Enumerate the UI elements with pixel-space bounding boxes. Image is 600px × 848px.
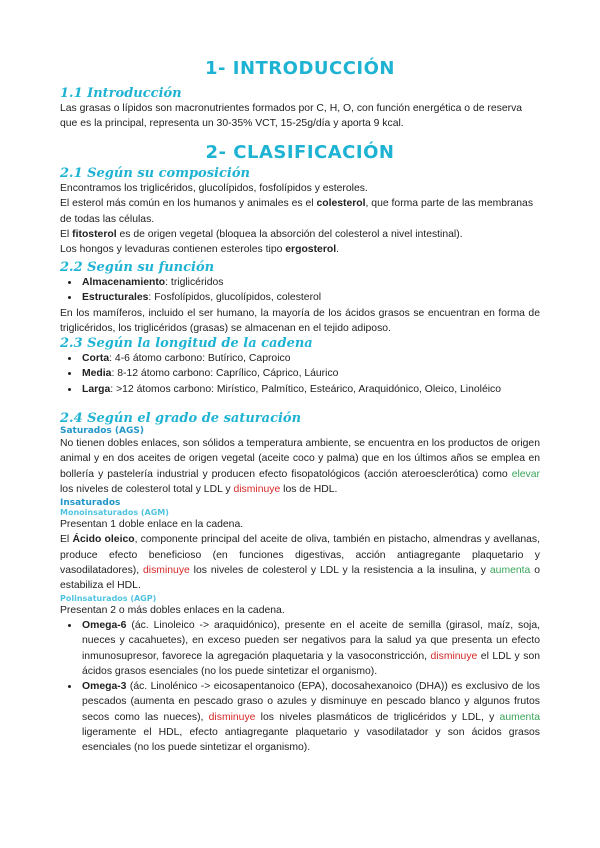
- function-list: [60, 275, 540, 306]
- subheading-2-3: 2.3 Según la longitud de la cadena: [60, 336, 313, 351]
- saturated-heading: Saturados (AGS): [60, 426, 144, 436]
- section-2-4: [60, 411, 540, 756]
- saturated-paragraph: No tienen dobles enlaces, son sólidos a temperatura ambiente, se encuentra en los productos de origen animal y en dos aceites de origen vegetal (aceite coco y palma) que en los últimos años se emplea en bollería y pastelería industrial y producen efecto fisopatológicos (acción ateroesclerótica) como elevar los niveles de colesterol total y LDL y disminuye los de HDL.: [60, 438, 540, 495]
- mono-line-1: Presentan 1 doble enlace en la cadena.: [60, 519, 244, 531]
- list-item: • Omega-6 (ác. Linoleico -> araquidónico), presente en el aceite de semilla (girasol, maíz, soja, nueces y cacahuetes), en exceso pueden ser negativos para la salud ya que presenta un efecto inmunosupresor, favorece la agregación plaquetaria y la vasoconstricción, disminuye el LDL y son ácidos grasos esenciales (no los puede sintetizar el organismo).: [80, 618, 540, 679]
- section-1: [60, 58, 540, 79]
- composition-line-1: Encontramos los triglicéridos, glucolípidos, fosfolípidos y esteroles.: [60, 183, 368, 194]
- list-item: • Media: 8-12 átomo carbono: Caprílico, Cáprico, Láurico: [80, 366, 540, 381]
- monounsaturated-heading: Monoinsaturados (AGM): [60, 508, 169, 518]
- composition-line-2: El esterol más común en los humanos y animales es el colesterol, que forma parte de las membranas de todas las células.: [60, 198, 534, 225]
- composition-line-4: Los hongos y levaduras contienen esteroles tipo ergosterol.: [60, 244, 339, 256]
- section-2-1: [60, 166, 540, 257]
- section-1-1: [60, 86, 540, 132]
- section-2-2: [60, 260, 540, 336]
- unsaturated-heading: Insaturados: [60, 498, 121, 509]
- list-item: • Almacenamiento: triglicéridos: [80, 275, 540, 290]
- subheading-2-1: 2.1 Según su composición: [60, 166, 250, 181]
- function-paragraph: En los mamíferos, incluido el ser humano, la mayoría de los ácidos grasos se encuentran en forma de triglicéridos, los triglicéridos (grasas) se almacenan en el tejido adiposo.: [60, 307, 540, 334]
- poly-line-1: Presentan 2 o más dobles enlaces en la cadena.: [60, 604, 285, 616]
- composition-line-3: El fitosterol es de origen vegetal (bloquea la absorción del colesterol a nivel intestinal).: [60, 228, 463, 240]
- mono-paragraph: El Ácido oleico, componente principal del aceite de oliva, también en pistacho, almendras y avellanas, produce efecto beneficioso (en funciones digestivas, acción antiagregante plaquetario y vasodilatadores), disminuye los niveles de colesterol y LDL y la resistencia a la insulina, y aumenta o estabiliza el HDL.: [60, 534, 540, 592]
- subheading-2-2: 2.2 Según su función: [60, 260, 215, 275]
- heading-introduccion: 1- INTRODUCCIÓN: [204, 58, 395, 79]
- polyunsaturated-heading: Polinsaturados (AGP): [60, 593, 157, 603]
- heading-clasificacion: 2- CLASIFICACIÓN: [205, 142, 395, 163]
- list-item: • Larga: >12 átomos carbono: Mirístico, Palmítico, Esteárico, Araquidónico, Oleico, Linoléico: [80, 382, 540, 397]
- list-item: • Corta: 4-6 átomo carbono: Butírico, Caproico: [80, 351, 540, 366]
- intro-paragraph: Las grasas o lípidos son macronutrientes formados por C, H, O, con función energética o de reserva que es la principal, representa un 30-35% VCT, 15-25g/día y aporta 9 kcal.: [60, 103, 523, 130]
- list-item: • Omega-3 (ác. Linolénico -> eicosapentanoico (EPA), docosahexanoico (DHA)) es exclusivo de los pescados (aumenta en pescado graso o azules y disminuye en pescado blanco y algunos frutos secos como las nueces), disminuye los niveles plasmáticos de triglicéridos y LDL, y aumenta ligeramente el HDL, efecto antiagregante plaquetario y vasodilatador y son ácidos grasos esenciales (no los puede sintetizar el organismo).: [80, 679, 540, 755]
- polyunsaturated-list: [60, 618, 540, 756]
- subheading-2-4: 2.4 Según el grado de saturación: [60, 411, 302, 426]
- section-2: [60, 142, 540, 163]
- subheading-1-1: 1.1 Introducción: [60, 86, 182, 101]
- list-item: • Estructurales: Fosfolípidos, glucolípidos, colesterol: [80, 290, 540, 305]
- chain-length-list: [60, 351, 540, 397]
- section-2-3: [60, 336, 540, 397]
